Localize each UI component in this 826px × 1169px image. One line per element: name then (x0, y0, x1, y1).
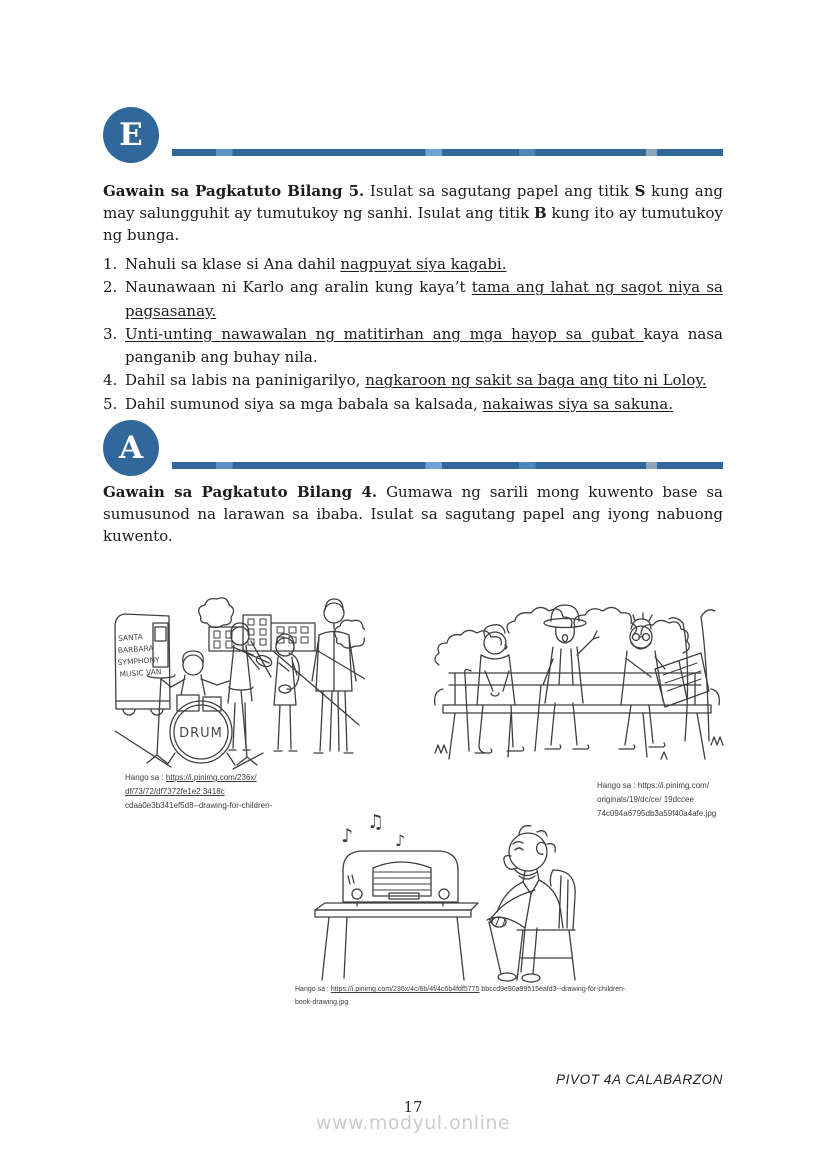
caption-link[interactable]: https://i.pinimg.com/236x/ (165, 773, 257, 783)
item-number: 4. (103, 371, 118, 390)
item-number: 1. (103, 255, 118, 273)
svg-text:SYMPHONY: SYMPHONY (117, 655, 161, 668)
caption-line (125, 785, 285, 799)
item-pre: Naunawaan ni Karlo ang aralin kung kaya’t (125, 278, 472, 297)
caption-line (125, 771, 285, 785)
section-rule-a (172, 462, 723, 469)
radio-illustration (285, 806, 605, 983)
watermark: www.modyul.online (315, 1112, 511, 1134)
footer-brand: PIVOT 4A CALABARZON (556, 1072, 723, 1087)
page-number: 17 (403, 1098, 423, 1116)
task5-text-2: kung ang may salungguhit ay tumutukoy ng sanhi. Isulat ang titik (103, 182, 723, 222)
task4-title: Gawain sa Pagkatuto Bilang 4. (103, 483, 378, 502)
figure-caption-bench (597, 779, 743, 821)
task5-title: Gawain sa Pagkatuto Bilang 5. (103, 182, 365, 200)
item-text (125, 393, 723, 416)
section-badge-a (103, 420, 159, 476)
svg-text:♪: ♪ (341, 825, 354, 848)
bench-illustration (425, 593, 728, 772)
item-number: 2. (103, 278, 118, 297)
section-e-header (103, 107, 723, 163)
figure-caption-radio (295, 983, 627, 1009)
drum-label: DRUM (179, 726, 223, 742)
svg-text:SANTA: SANTA (117, 632, 144, 644)
section-a-header (103, 420, 723, 476)
page-content (103, 107, 723, 1017)
caption-line (125, 799, 285, 813)
task4-instructions (103, 481, 723, 547)
item-underlined: nagkaroon ng sakit sa baga ang tito ni Loloy. (365, 371, 707, 390)
badge-letter-e: E (119, 117, 143, 153)
story-pictures (103, 577, 723, 1017)
park-bench (435, 673, 720, 759)
caption-line: book-drawing.jpg (295, 999, 349, 1007)
caption-text: cdaa0e3b341ef5d8--drawing-for-children- (125, 801, 273, 811)
list-item-5 (103, 393, 723, 416)
svg-text:MUSIC VAN: MUSIC VAN (119, 667, 162, 680)
item-number: 3. (103, 324, 118, 343)
item-underlined: tama ang lahat ng sagot niya sa pagsasanay. (125, 278, 723, 320)
task5-letter-b: B (533, 204, 547, 222)
caption-text: bbccd9e90a99515eafd3--drawing-for-children- (479, 986, 626, 994)
item-text (125, 253, 723, 276)
old-man-middle (535, 605, 599, 751)
list-item-4 (103, 369, 723, 392)
item-underlined: Unti-unting nawawalan ng matitirhan ang mga hayop sa gubat (125, 324, 644, 343)
side-table (315, 903, 478, 980)
task4-text: Gumawa ng sarili mong kuwento base sa sumusunod na larawan sa ibaba. Isulat sa sagutang papel ang iyong nabuong kuwento. (103, 483, 723, 546)
task5-list (103, 253, 723, 416)
drummer (161, 651, 229, 695)
item-pre: Dahil sumunod siya sa mga babala sa kalsada, (125, 394, 483, 413)
item-pre: Nahuli sa klase si Ana dahil (125, 255, 341, 273)
item-text (125, 369, 723, 392)
caption-line: originals/19/dc/ce/ 19dccee (597, 795, 694, 805)
list-item-3 (103, 323, 723, 370)
section-rule-e (172, 149, 723, 156)
caption-line (295, 983, 627, 996)
old-man-left (465, 625, 524, 753)
svg-text:♫: ♫ (367, 811, 385, 834)
caption-line: Hango sa : https://i.pinimg.com/ (597, 781, 710, 791)
figure-caption-band (125, 771, 285, 813)
caption-prefix: Hango sa : (295, 986, 331, 994)
item-underlined: nagpuyat siya kagabi. (340, 255, 507, 273)
vintage-radio (343, 851, 458, 906)
caption-line: 74c094a6795db3a59f40a4afe.jpg (597, 809, 717, 819)
task5-text-1: Isulat sa sagutang papel ang titik (364, 182, 635, 200)
item-underlined: nakaiwas siya sa sakuna. (482, 394, 674, 413)
task5-letter-s: S (634, 182, 646, 200)
item-text (125, 276, 723, 323)
item-pre: Dahil sa labis na paninigarilyo, (125, 371, 366, 390)
item-text (125, 323, 723, 370)
item-number: 5. (103, 394, 118, 413)
svg-text:♪: ♪ (395, 831, 406, 851)
svg-text:BARBARA: BARBARA (117, 643, 154, 656)
section-badge-e (103, 107, 159, 163)
caption-prefix: Hango sa : (125, 773, 166, 783)
caption-link[interactable]: https://i.pinimg.com/236x/4c/6b/4f/4c6b4fdf5775 (330, 986, 480, 994)
drum-kit (147, 675, 257, 765)
standing-man (312, 599, 356, 753)
old-man-right (619, 613, 709, 749)
list-item-1 (103, 253, 723, 276)
task5-instructions (103, 180, 723, 246)
badge-letter-a: A (118, 430, 144, 467)
band-illustration (113, 583, 365, 770)
list-item-2 (103, 276, 723, 323)
music-notes (341, 811, 405, 850)
task5-text-3: kung ito ay tumutukoy ng bunga. (103, 204, 723, 244)
item-post: kaya nasa panganib ang buhay nila. (125, 324, 724, 367)
caption-link[interactable]: df/73/72/df7372fe1e2 3418c (125, 787, 225, 797)
